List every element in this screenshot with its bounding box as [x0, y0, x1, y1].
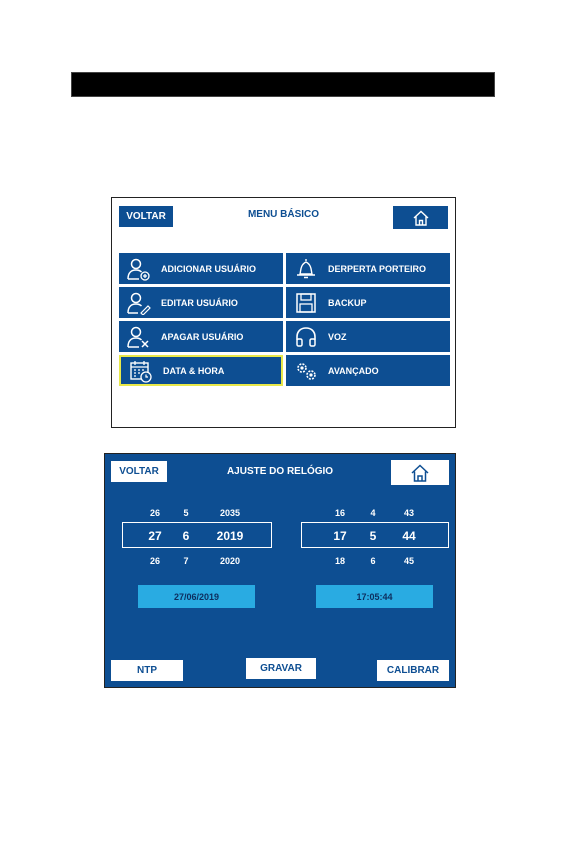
bell-icon	[292, 255, 320, 283]
time-hour-current[interactable]: 17	[333, 529, 347, 543]
home-icon	[410, 464, 430, 482]
voice-button[interactable]	[286, 321, 450, 352]
date-day-current[interactable]: 27	[148, 529, 162, 543]
date-display: 27/06/2019	[138, 585, 255, 608]
date-year-current[interactable]: 2019	[216, 529, 244, 543]
home-button[interactable]	[391, 460, 449, 485]
menu-item-label: DATA & HORA	[163, 365, 225, 376]
menu-item-label: EDITAR USUÁRIO	[161, 297, 238, 308]
edit-user-button[interactable]	[119, 287, 283, 318]
time-second-prev[interactable]: 43	[403, 508, 414, 518]
menu-item-label: AVANÇADO	[328, 365, 379, 376]
date-day-prev[interactable]: 26	[149, 508, 160, 518]
time-hour-next[interactable]: 18	[334, 556, 345, 566]
gears-icon	[292, 357, 320, 385]
backup-button[interactable]	[286, 287, 450, 318]
calendar-clock-icon	[127, 357, 155, 385]
ntp-button[interactable]: NTP	[111, 660, 183, 681]
floppy-disk-icon	[292, 289, 320, 317]
back-button[interactable]: VOLTAR	[111, 461, 167, 482]
time-minute-current[interactable]: 5	[369, 529, 377, 543]
date-month-prev[interactable]: 5	[183, 508, 189, 518]
date-year-next[interactable]: 2020	[219, 556, 241, 566]
header-bar	[71, 72, 495, 97]
menu-item-label: VOZ	[328, 331, 347, 342]
menu-item-label: APAGAR USUÁRIO	[161, 331, 244, 342]
delete-user-icon	[125, 323, 153, 351]
date-month-next[interactable]: 7	[183, 556, 189, 566]
edit-user-icon	[125, 289, 153, 317]
date-day-next[interactable]: 26	[149, 556, 160, 566]
time-display: 17:05:44	[316, 585, 433, 608]
menu-item-label: DERPERTA PORTEIRO	[328, 263, 427, 274]
home-icon	[412, 210, 430, 226]
clock-adjust-screen	[104, 453, 456, 688]
menu-item-label: ADICIONAR USUÁRIO	[161, 263, 257, 274]
date-month-current[interactable]: 6	[182, 529, 190, 543]
delete-user-button[interactable]	[119, 321, 283, 352]
screen-title: MENU BÁSICO	[247, 209, 320, 220]
calibrate-button[interactable]: CALIBRAR	[377, 660, 449, 681]
back-button[interactable]: VOLTAR	[119, 206, 173, 227]
menu-basico-screen	[111, 197, 456, 428]
home-button[interactable]	[393, 206, 448, 229]
menu-item-label: BACKUP	[328, 297, 367, 308]
time-minute-next[interactable]: 6	[370, 556, 376, 566]
advanced-button[interactable]	[286, 355, 450, 386]
time-minute-prev[interactable]: 4	[370, 508, 376, 518]
screen-title: AJUSTE DO RELÓGIO	[226, 466, 334, 477]
date-year-prev[interactable]: 2035	[219, 508, 241, 518]
time-hour-prev[interactable]: 16	[334, 508, 345, 518]
time-second-current[interactable]: 44	[402, 529, 416, 543]
save-button[interactable]: GRAVAR	[246, 658, 316, 679]
add-user-button[interactable]	[119, 253, 283, 284]
add-user-icon	[125, 255, 153, 283]
date-time-button[interactable]	[119, 355, 283, 386]
wake-porter-button[interactable]	[286, 253, 450, 284]
headphones-icon	[292, 323, 320, 351]
time-second-next[interactable]: 45	[403, 556, 414, 566]
